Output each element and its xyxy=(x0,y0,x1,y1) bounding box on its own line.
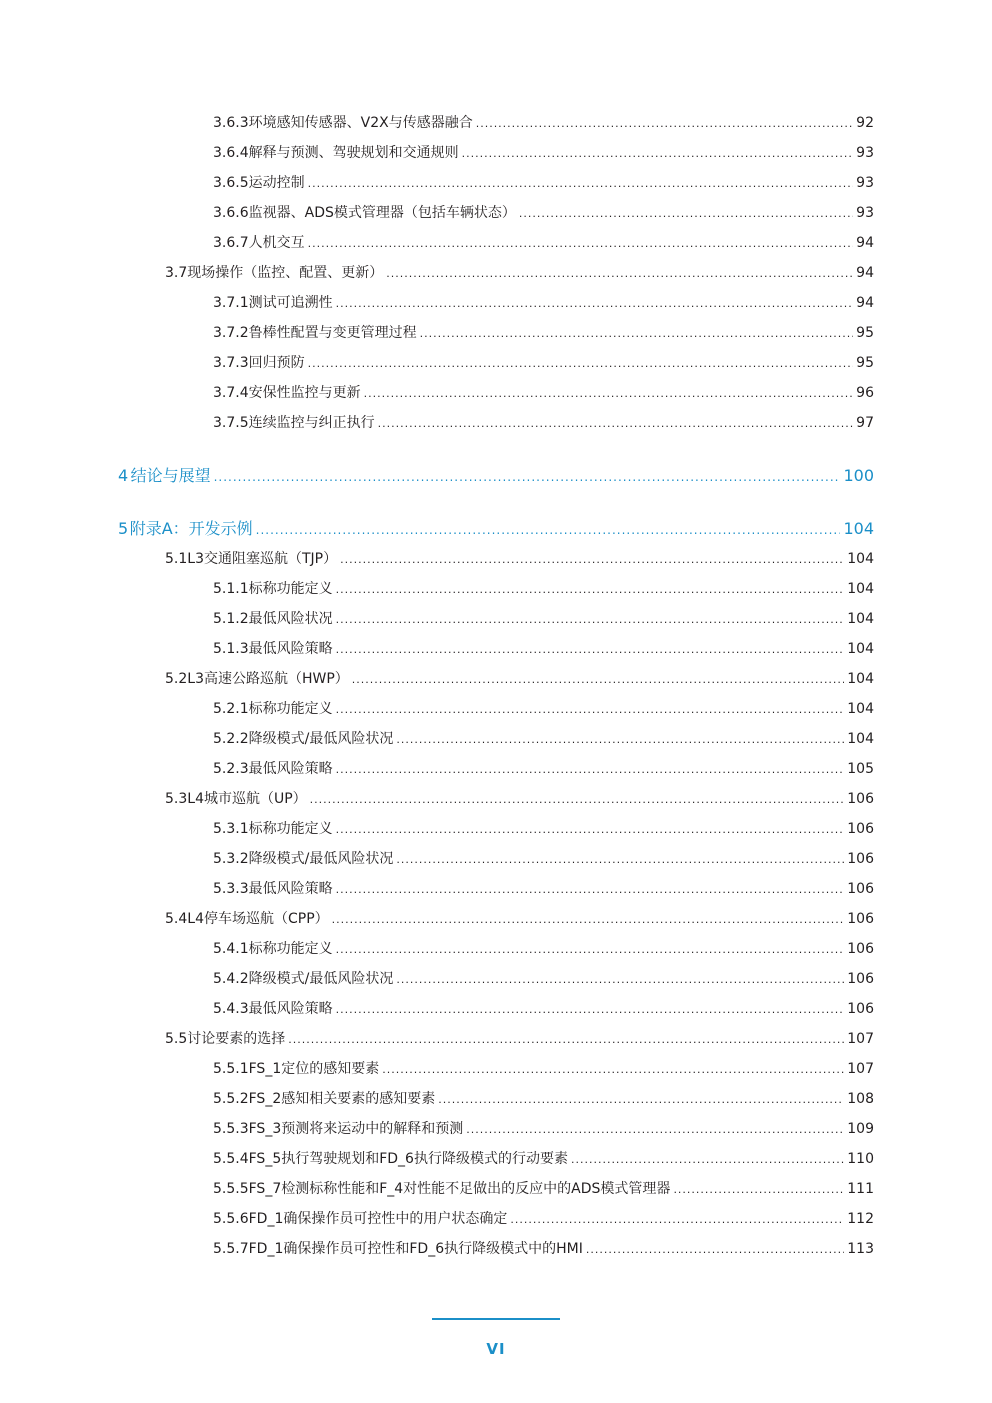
toc-entry-title: FS_7检测标称性能和F_4对性能不足做出的反应中的ADS模式管理器 xyxy=(248,1181,671,1197)
toc-entry[interactable] xyxy=(165,909,874,930)
toc-dot-leader xyxy=(308,174,854,194)
toc-dot-leader xyxy=(336,294,854,314)
toc-entry[interactable] xyxy=(213,579,874,600)
toc-entry-title: 降级模式/最低风险状况 xyxy=(248,971,394,987)
toc-entry-page: 95 xyxy=(856,355,874,371)
toc-dot-leader xyxy=(364,384,854,404)
toc-entry[interactable] xyxy=(213,293,874,314)
toc-entry-title: L3高速公路巡航（HWP） xyxy=(187,671,349,687)
toc-dot-leader xyxy=(510,1210,844,1230)
toc-entry-title: L3交通阻塞巡航（TJP） xyxy=(187,551,338,567)
toc-entry[interactable] xyxy=(213,1059,874,1080)
toc-entry-number: 5.5.6 xyxy=(213,1211,249,1227)
toc-entry-number: 5.5.3 xyxy=(213,1121,249,1137)
toc-dot-leader xyxy=(340,550,844,570)
toc-dot-leader xyxy=(382,1060,844,1080)
toc-entry-title: L4停车场巡航（CPP） xyxy=(187,911,329,927)
toc-entry[interactable] xyxy=(213,1089,874,1110)
toc-entry-page: 93 xyxy=(856,175,874,191)
toc-entry-title: 现场操作（监控、配置、更新） xyxy=(187,265,384,281)
toc-entry-page: 104 xyxy=(847,671,874,687)
toc-entry-title: 最低风险策略 xyxy=(248,641,333,657)
toc-entry-number: 3.6.4 xyxy=(213,145,249,161)
toc-entry-number: 3.7.1 xyxy=(213,295,249,311)
toc-dot-leader xyxy=(396,730,844,750)
toc-entry[interactable] xyxy=(213,939,874,960)
toc-entry-page: 109 xyxy=(847,1121,874,1137)
toc-entry-page: 104 xyxy=(847,701,874,717)
toc-dot-leader xyxy=(336,700,845,720)
toc-entry-title: 标称功能定义 xyxy=(248,821,333,837)
toc-entry-title: 最低风险策略 xyxy=(248,881,333,897)
toc-dot-leader xyxy=(256,520,841,540)
toc-entry-page: 106 xyxy=(847,911,874,927)
toc-entry-title: 降级模式/最低风险状况 xyxy=(248,851,394,867)
toc-entry-page: 108 xyxy=(847,1091,874,1107)
toc-entry-page: 104 xyxy=(847,581,874,597)
toc-entry-number: 3.7.4 xyxy=(213,385,249,401)
toc-entry-title: FD_1确保操作员可控性中的用户状态确定 xyxy=(248,1211,508,1227)
toc-dot-leader xyxy=(571,1150,844,1170)
toc-entry-page: 106 xyxy=(847,851,874,867)
toc-entry[interactable] xyxy=(165,789,874,810)
toc-entry[interactable] xyxy=(165,669,874,690)
toc-entry-number: 5.1.1 xyxy=(213,581,249,597)
toc-entry[interactable] xyxy=(213,173,874,194)
toc-dot-leader xyxy=(310,790,845,810)
toc-dot-leader xyxy=(336,820,845,840)
toc-entry-page: 93 xyxy=(856,145,874,161)
toc-entry-title: 监视器、ADS模式管理器（包括车辆状态） xyxy=(248,205,516,221)
toc-entry[interactable] xyxy=(213,323,874,344)
toc-entry[interactable] xyxy=(213,203,874,224)
toc-entry-number: 5.5.5 xyxy=(213,1181,249,1197)
toc-entry-page: 100 xyxy=(843,466,874,485)
toc-entry-number: 5.3.3 xyxy=(213,881,249,897)
toc-dot-leader xyxy=(519,204,853,224)
toc-entry-number: 3.6.3 xyxy=(213,115,249,131)
toc-entry-title: 最低风险状况 xyxy=(248,611,333,627)
toc-dot-leader xyxy=(308,354,854,374)
toc-entry-page: 92 xyxy=(856,115,874,131)
toc-entry[interactable] xyxy=(213,413,874,434)
toc-entry[interactable] xyxy=(213,969,874,990)
toc-dot-leader xyxy=(476,114,853,134)
toc-entry[interactable] xyxy=(213,353,874,374)
toc-entry-page: 94 xyxy=(856,235,874,251)
toc-entry-number: 4 xyxy=(118,466,129,485)
toc-dot-leader xyxy=(466,1120,844,1140)
toc-entry-page: 107 xyxy=(847,1061,874,1077)
toc-dot-leader xyxy=(396,850,844,870)
toc-entry[interactable] xyxy=(213,1149,874,1170)
toc-entry-title: 测试可追溯性 xyxy=(248,295,333,311)
toc-entry-title: 鲁棒性配置与变更管理过程 xyxy=(248,325,417,341)
toc-entry-page: 106 xyxy=(847,791,874,807)
toc-entry[interactable] xyxy=(213,729,874,750)
toc-entry[interactable] xyxy=(213,759,874,780)
toc-dot-leader xyxy=(378,414,854,434)
footer-rule xyxy=(432,1318,560,1320)
toc-entry-page: 94 xyxy=(856,265,874,281)
toc-entry-page: 93 xyxy=(856,205,874,221)
toc-entry[interactable] xyxy=(213,609,874,630)
toc-entry-number: 5.5.1 xyxy=(213,1061,249,1077)
toc-entry-page: 112 xyxy=(847,1211,874,1227)
toc-dot-leader xyxy=(352,670,844,690)
toc-entry-title: L4城市巡航（UP） xyxy=(187,791,307,807)
toc-dot-leader xyxy=(462,144,854,164)
toc-entry-title: 连续监控与纠正执行 xyxy=(248,415,375,431)
toc-entry-title: 降级模式/最低风险状况 xyxy=(248,731,394,747)
toc-entry-title: 解释与预测、驾驶规划和交通规则 xyxy=(248,145,459,161)
toc-entry-page: 106 xyxy=(847,971,874,987)
toc-entry-title: 标称功能定义 xyxy=(248,701,333,717)
toc-entry-number: 5.3 xyxy=(165,791,188,807)
toc-entry-page: 104 xyxy=(847,611,874,627)
toc-entry-number: 5.1.3 xyxy=(213,641,249,657)
toc-entry-page: 96 xyxy=(856,385,874,401)
toc-entry[interactable] xyxy=(213,1239,874,1260)
toc-entry-title: 人机交互 xyxy=(248,235,305,251)
toc-entry[interactable] xyxy=(118,466,874,487)
toc-dot-leader xyxy=(288,1030,844,1050)
toc-entry[interactable] xyxy=(213,383,874,404)
toc-entry-number: 5.1 xyxy=(165,551,188,567)
toc-dot-leader xyxy=(336,1000,845,1020)
toc-entry[interactable] xyxy=(165,1029,874,1050)
toc-entry-number: 5.3.1 xyxy=(213,821,249,837)
page-number: VI xyxy=(486,1340,506,1358)
toc-entry-title: FS_3预测将来运动中的解释和预测 xyxy=(248,1121,464,1137)
toc-entry-title: 最低风险策略 xyxy=(248,1001,333,1017)
toc-entry-number: 5.5 xyxy=(165,1031,188,1047)
toc-entry-number: 5.4.3 xyxy=(213,1001,249,1017)
toc-entry-number: 3.7.3 xyxy=(213,355,249,371)
toc-dot-leader xyxy=(336,640,845,660)
toc-entry-number: 3.6.6 xyxy=(213,205,249,221)
toc-entry-page: 106 xyxy=(847,821,874,837)
toc-entry[interactable] xyxy=(213,1209,874,1230)
toc-entry-page: 95 xyxy=(856,325,874,341)
toc-entry-page: 110 xyxy=(847,1151,874,1167)
toc-entry-number: 5.4.2 xyxy=(213,971,249,987)
toc-entry-title: FS_5执行驾驶规划和FD_6执行降级模式的行动要素 xyxy=(248,1151,568,1167)
toc-dot-leader xyxy=(386,264,853,284)
toc-entry[interactable] xyxy=(118,519,874,540)
toc-entry-title: 结论与展望 xyxy=(130,466,211,485)
toc-entry-title: 回归预防 xyxy=(248,355,305,371)
toc-entry-title: 安保性监控与更新 xyxy=(248,385,361,401)
toc-dot-leader xyxy=(420,324,854,344)
toc-entry-number: 5.4 xyxy=(165,911,188,927)
toc-entry-number: 5.5.2 xyxy=(213,1091,249,1107)
toc-entry[interactable] xyxy=(165,263,874,284)
toc-dot-leader xyxy=(438,1090,844,1110)
toc-dot-leader xyxy=(336,880,845,900)
toc-dot-leader xyxy=(336,940,845,960)
toc-entry[interactable] xyxy=(213,1119,874,1140)
toc-entry-title: 标称功能定义 xyxy=(248,941,333,957)
toc-entry-page: 104 xyxy=(847,641,874,657)
toc-entry-title: 最低风险策略 xyxy=(248,761,333,777)
toc-dot-leader xyxy=(336,610,845,630)
toc-entry-number: 3.7.2 xyxy=(213,325,249,341)
toc-entry-number: 5.2 xyxy=(165,671,188,687)
toc-entry-title: 环境感知传感器、V2X与传感器融合 xyxy=(248,115,473,131)
toc-entry-number: 5 xyxy=(118,519,129,538)
toc-entry-number: 3.6.5 xyxy=(213,175,249,191)
toc-entry-page: 106 xyxy=(847,941,874,957)
toc-entry[interactable] xyxy=(213,699,874,720)
toc-entry[interactable] xyxy=(213,819,874,840)
toc-entry-page: 97 xyxy=(856,415,874,431)
toc-entry-page: 107 xyxy=(847,1031,874,1047)
toc-dot-leader xyxy=(586,1240,844,1260)
toc-entry-page: 105 xyxy=(847,761,874,777)
toc-entry-page: 111 xyxy=(847,1181,874,1197)
toc-entry-page: 104 xyxy=(847,731,874,747)
toc-entry-page: 104 xyxy=(847,551,874,567)
toc-entry-number: 3.7.5 xyxy=(213,415,249,431)
toc-dot-leader xyxy=(396,970,844,990)
toc-entry-number: 5.2.2 xyxy=(213,731,249,747)
toc-dot-leader xyxy=(673,1180,844,1200)
toc-entry[interactable] xyxy=(213,113,874,134)
toc-entry-page: 113 xyxy=(847,1241,874,1257)
toc-entry-page: 94 xyxy=(856,295,874,311)
toc-entry[interactable] xyxy=(213,849,874,870)
toc-entry-number: 5.2.1 xyxy=(213,701,249,717)
toc-entry-title: FD_1确保操作员可控性和FD_6执行降级模式中的HMI xyxy=(248,1241,583,1257)
toc-dot-leader xyxy=(214,467,841,487)
toc-dot-leader xyxy=(336,580,845,600)
toc-dot-leader xyxy=(308,234,854,254)
toc-entry-number: 3.7 xyxy=(165,265,188,281)
toc-entry[interactable] xyxy=(213,639,874,660)
toc-entry-page: 104 xyxy=(843,519,874,538)
toc-entry-title: 附录A：开发示例 xyxy=(129,519,253,538)
toc-entry[interactable] xyxy=(213,233,874,254)
toc-entry-number: 5.5.7 xyxy=(213,1241,249,1257)
toc-entry-number: 5.1.2 xyxy=(213,611,249,627)
toc-entry-page: 106 xyxy=(847,1001,874,1017)
toc-entry[interactable] xyxy=(165,549,874,570)
toc-entry-title: FS_1定位的感知要素 xyxy=(248,1061,380,1077)
toc-dot-leader xyxy=(332,910,845,930)
toc-entry-number: 5.4.1 xyxy=(213,941,249,957)
toc-dot-leader xyxy=(336,760,845,780)
toc-entry-title: FS_2感知相关要素的感知要素 xyxy=(248,1091,436,1107)
toc-entry-title: 运动控制 xyxy=(248,175,305,191)
toc-entry[interactable] xyxy=(213,1179,874,1200)
toc-entry-number: 5.3.2 xyxy=(213,851,249,867)
toc-entry-number: 5.5.4 xyxy=(213,1151,249,1167)
toc-entry-number: 3.6.7 xyxy=(213,235,249,251)
toc-entry-number: 5.2.3 xyxy=(213,761,249,777)
toc-entry-page: 106 xyxy=(847,881,874,897)
toc-entry-title: 讨论要素的选择 xyxy=(187,1031,286,1047)
toc-entry[interactable] xyxy=(213,143,874,164)
toc-entry-title: 标称功能定义 xyxy=(248,581,333,597)
toc-entry[interactable] xyxy=(213,879,874,900)
toc-entry[interactable] xyxy=(213,999,874,1020)
